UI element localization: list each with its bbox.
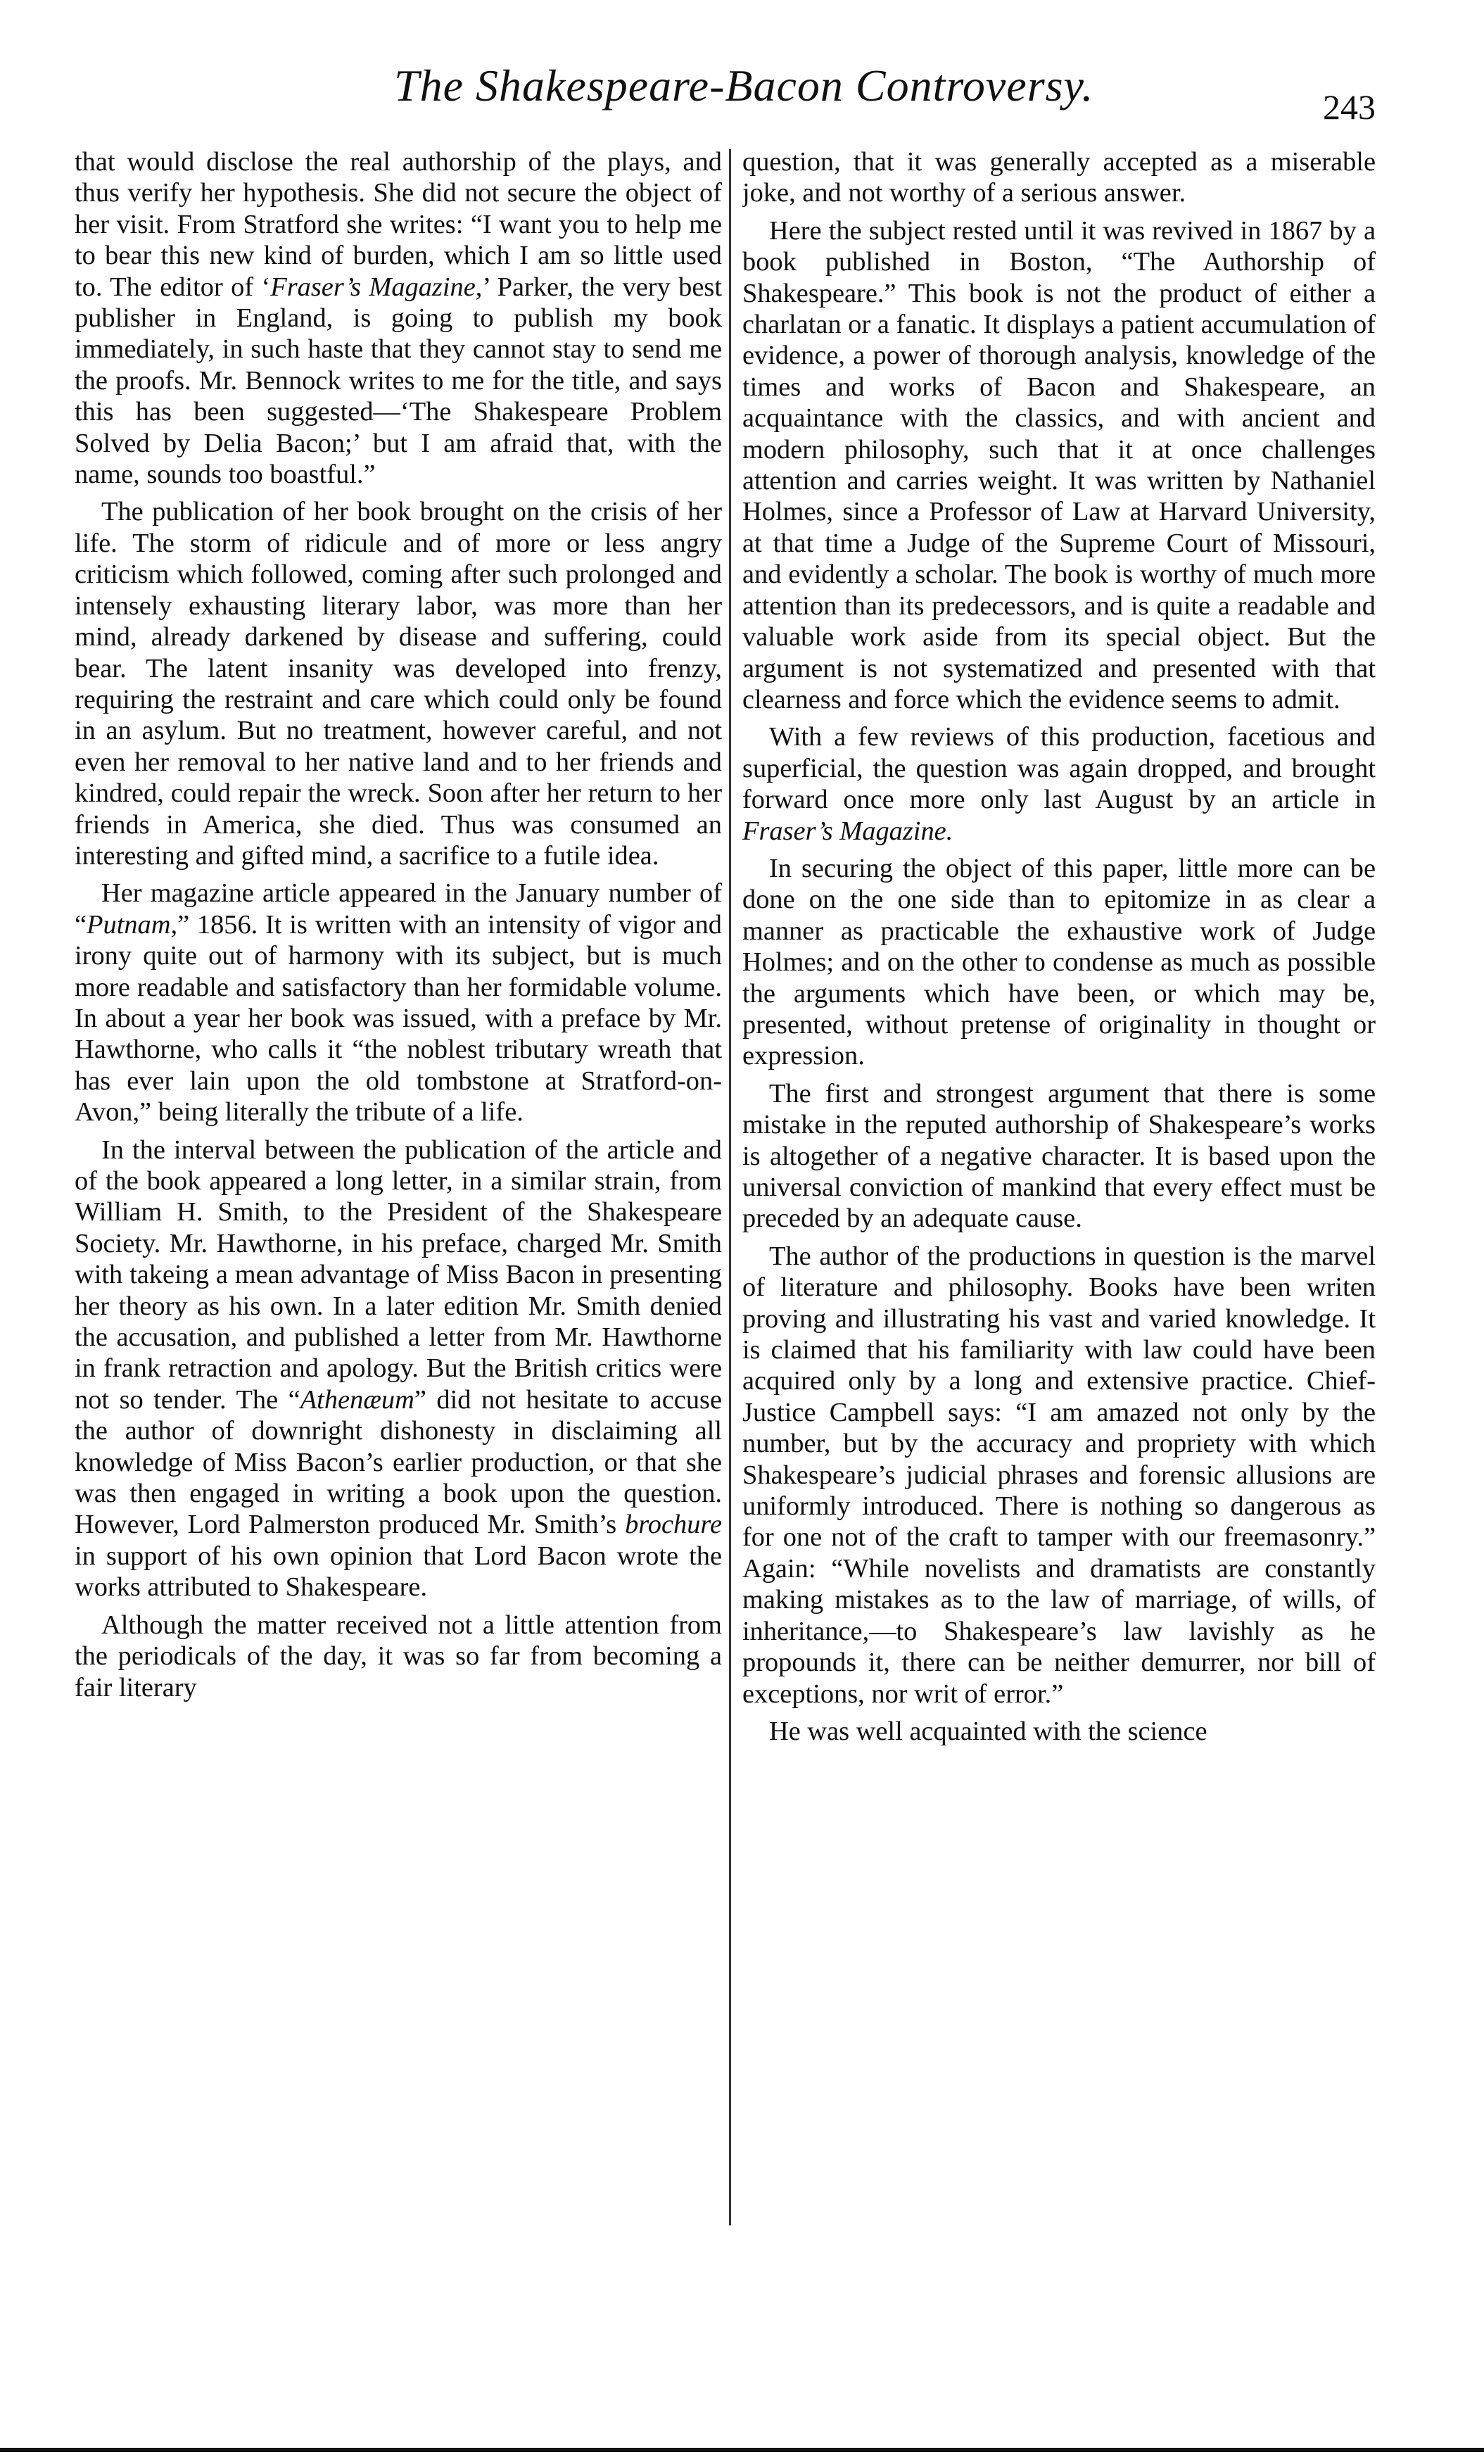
page-number: 243 bbox=[1323, 87, 1376, 127]
body-paragraph bbox=[75, 878, 722, 1127]
paragraph-text: Although the matter received not a little attention from the periodicals of the day, it was so far from becoming a fair literary bbox=[75, 1610, 722, 1702]
body-paragraph bbox=[742, 215, 1376, 716]
body-paragraph bbox=[75, 1610, 722, 1703]
body-paragraph bbox=[75, 146, 722, 490]
paragraph-text: question, that it was generally accepted as a miserable joke, and not worthy of a serious answer. bbox=[742, 147, 1376, 208]
paragraph-text: that would disclose the real authorship of the plays, and thus verify her hypothesis. She did not secure the object of her visit. From Stratford she writes: “I want you to help me to bear this new kind of burden, which I am so little used to. The editor of ‘ bbox=[75, 147, 722, 302]
paragraph-text: Her magazine article appeared in the January number of “ bbox=[75, 878, 722, 940]
italic-text: Athenæum bbox=[300, 1384, 414, 1415]
paragraph-text: In securing the object of this paper, little more can be done on the one side than to epitomize in as clear a manner as practicable the exhaustive work of Judge Holmes; and on the other to condense as much as possible the arguments which have been, or which may be, presented, without pretense of originality in thought or expression. bbox=[742, 853, 1376, 1071]
italic-text: Putnam, bbox=[87, 909, 178, 940]
running-header bbox=[0, 60, 1484, 137]
body-paragraph bbox=[742, 1078, 1376, 1234]
left-column bbox=[75, 146, 722, 2230]
body-paragraph bbox=[742, 721, 1376, 847]
italic-text: Fraser’s Magazine. bbox=[742, 816, 953, 846]
paragraph-text: The author of the productions in question is the marvel of literature and philosophy. Books have been writen proving and illustrating his vast and varied knowledge. It is claimed that his familiarity with law could have been acquired only by a long and extensive practice. Chief-Justice Campbell says: “I am amazed not only by the number, but by the accuracy and propriety with which Shakespeare’s judicial phrases and forensic allusions are uniformly introduced. There is nothing so dangerous as for one not of the craft to tamper with our freemasonry.” Again: “While novelists and dramatists are constantly making mistakes as to the law of marriage, of wills, of inheritance,—to Shakespeare’s law lavishly as he propounds it, there can be neither demurrer, nor bill of exceptions, nor writ of error.” bbox=[742, 1241, 1376, 1709]
column-divider bbox=[729, 149, 731, 2225]
paragraph-text: With a few reviews of this production, facetious and superficial, the question was again dropped, and brought forward once more only last August by an article in bbox=[742, 722, 1376, 815]
paragraph-text: ” did not hesitate to accuse the author of downright dishonesty in disclaiming all knowledge of Miss Bacon’s earlier production, or that she was then engaged in writing a book upon the question. However, Lord Palmerston produced Mr. Smith’s bbox=[75, 1384, 722, 1540]
paragraph-text: The first and strongest argument that there is some mistake in the reputed authorship of Shakespeare’s works is altogether of a negative character. It is based upon the universal conviction of mankind that every effect must be preceded by an adequate cause. bbox=[742, 1078, 1376, 1234]
paragraph-text: ’ Parker, the very best publisher in England, is going to publish my book immediately, in such haste that they cannot stay to send me the proofs. Mr. Bennock writes to me for the title, and says this has been suggested—‘The Shakespeare Problem Solved by Delia Bacon;’ but I am afraid that, with the name, sounds too boastful.” bbox=[75, 272, 722, 490]
paragraph-text: In the interval between the publication of the article and of the book appeared a long letter, in a similar strain, from William H. Smith, to the President of the Shakespeare Society. Mr. Hawthorne, in his preface, charged Mr. Smith with takeing a mean advantage of Miss Bacon in presenting her theory as his own. In a later edition Mr. Smith denied the accusation, and published a letter from Mr. Hawthorne in frank retraction and apology. But the British critics were not so tender. The “ bbox=[75, 1135, 722, 1415]
paragraph-text: The publication of her book brought on the crisis of her life. The storm of ridicule and of more or less angry criticism which followed, coming after such prolonged and intensely exhausting literary labor, was more than her mind, already darkened by disease and suffering, could bear. The latent insanity was developed into frenzy, requiring the restraint and care which could only be found in an asylum. But no treatment, however careful, and not even her removal to her native land and to her friends and kindred, could repair the wreck. Soon after her return to her friends in America, she died. Thus was consumed an interesting and gifted mind, a sacrifice to a futile idea. bbox=[75, 497, 722, 871]
paragraph-text: ” 1856. It is written with an intensity of vigor and irony quite out of harmony with its subject, but is much more readable and satisfactory than her formidable volume. In about a year her book was issued, with a preface by Mr. Hawthorne, who calls it “the noblest tributary wreath that has ever lain upon the old tombstone at Stratford-on-Avon,” being literally the tribute of a life. bbox=[75, 909, 722, 1127]
paragraph-text: in support of his own opinion that Lord Bacon wrote the works attributed to Shakespeare. bbox=[75, 1541, 722, 1603]
body-paragraph bbox=[75, 1135, 722, 1603]
body-paragraph bbox=[75, 496, 722, 871]
running-title: The Shakespeare-Bacon Controversy. bbox=[394, 61, 1094, 110]
right-column bbox=[742, 146, 1376, 2265]
body-paragraph bbox=[742, 853, 1376, 1072]
body-paragraph bbox=[742, 146, 1376, 209]
body-paragraph bbox=[742, 1716, 1376, 1747]
italic-text: brochure bbox=[625, 1510, 722, 1540]
bottom-page-edge bbox=[0, 2448, 1484, 2452]
body-paragraph bbox=[742, 1241, 1376, 1710]
paragraph-text: Here the subject rested until it was revived in 1867 by a book published in Boston, “The Authorship of Shakespeare.” This book is not the product of either a charlatan or a fanatic. It displays a patient accumulation of evidence, a power of thorough analysis, knowledge of the times and works of Bacon and Shakespeare, an acquaintance with the classics, and with ancient and modern philosophy, such that it at once challenges attention and carries weight. It was written by Nathaniel Holmes, since a Professor of Law at Harvard University, at that time a Judge of the Supreme Court of Missouri, and evidently a scholar. The book is worthy of much more attention than its predecessors, and is quite a readable and valuable work aside from its special object. But the argument is not systematized and presented with that clearness and force which the evidence seems to admit. bbox=[742, 215, 1376, 714]
paragraph-text: He was well acquainted with the science bbox=[769, 1716, 1207, 1746]
italic-text: Fraser’s Magazine, bbox=[270, 272, 483, 302]
